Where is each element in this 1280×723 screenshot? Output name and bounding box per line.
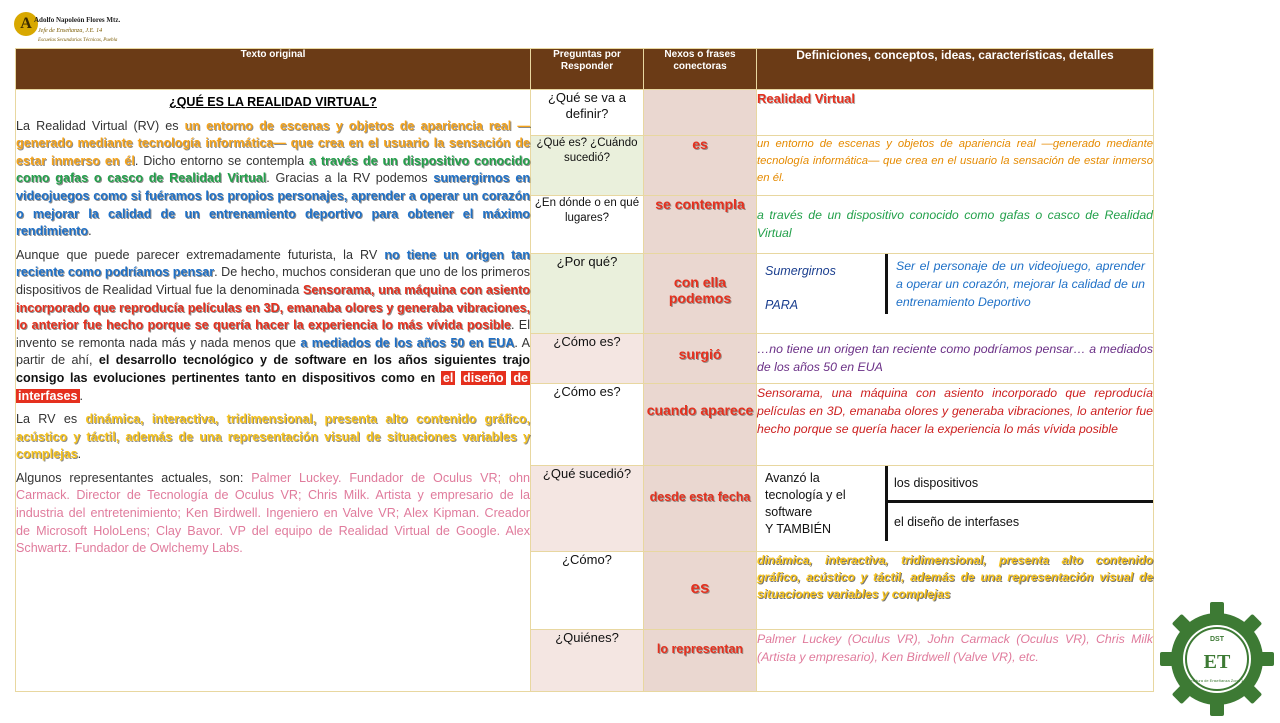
question-cell: ¿Por qué? [531,254,644,334]
definition-interfaces: el diseño de interfases [894,515,1020,529]
header-original-text: Texto original [16,49,531,90]
gear-seal-icon [1158,600,1276,718]
paragraph-3: La RV es dinámica, interactiva, tridimensional, presenta alto contenido gráfico, acústico y táctil, además de una representación visual de situaciones variables y complejas. [16,412,530,462]
original-text-cell [16,90,531,692]
question-cell: ¿Qué se va a definir? [531,90,644,136]
paragraph-1: La Realidad Virtual (RV) es un entorno de escenas y objetos de apariencia real —generado mediante tecnología informática— que crea en el usuario la sensación de estar inmerso en él. Dicho entorno se contempla a través de un dispositivo conocido como gafas o casco de Realidad Virtual. Gracias a la RV podemos sumergirnos en videojuegos como si fuéramos los propios personajes, aprender a operar un corazón o mejorar la calidad de un entrenamiento deportivo para obtener el máximo rendimiento. [16,118,531,239]
question-cell: ¿Qué sucedió? [531,466,644,552]
definition-cell: un entorno de escenas y objetos de apariencia real —generado mediante tecnología informática— que crea en el usuario la sensación de estar inmerso en él. [757,136,1154,196]
connector-cell: desde esta fecha [644,466,757,552]
question-cell: ¿Cómo? [531,552,644,630]
definition-cell [757,466,1154,552]
question-cell: ¿Cómo es? [531,334,644,384]
question-cell: ¿Quiénes? [531,630,644,692]
header-questions: Preguntas por Responder [531,49,644,90]
definition-cell: Realidad Virtual [757,90,1154,136]
definition-also: Y TAMBIÉN [765,522,831,536]
definition-verb: Sumergirnos [765,264,836,278]
definition-cell: a través de un dispositivo conocido como gafas o casco de Realidad Virtual [757,196,1154,254]
connector-cell: lo representan [644,630,757,692]
question-cell: ¿Qué es? ¿Cuándo sucedió? [531,136,644,196]
original-title: ¿QUÉ ES LA REALIDAD VIRTUAL? [169,95,377,109]
table-header [16,49,1154,90]
definition-cell: Sensorama, una máquina con asiento incorporado que reproducía películas en 3D, emanaba olores y generaba vibraciones, lo anterior fue hecho porque se quería hacer la experiencia lo más vívida posible [757,384,1154,466]
logo-initial: A [14,12,38,36]
logo-author-name: Adolfo Napoleón Flores Mtz. [34,16,121,24]
school-seal [1158,600,1276,718]
definition-cell: …no tiene un origen tan reciente como podríamos pensar… a mediados de los años 50 en EUA [757,334,1154,384]
header-definitions: Definiciones, conceptos, ideas, características, detalles [757,49,1154,90]
definition-cell: Palmer Luckey (Oculus VR), John Carmack (Oculus VR), Chris Milk (Artista y empresario), Ken Birdwell (Valve VR), etc. [757,630,1154,692]
seal-subtitle: Jefatura de Enseñanza Zona 14 [1188,678,1246,683]
connector-cell: es [644,136,757,196]
question-cell: ¿Cómo es? [531,384,644,466]
question-cell: ¿En dónde o en qué lugares? [531,196,644,254]
definition-devices: los dispositivos [888,466,1153,503]
definition-cell [757,254,1154,334]
connector-cell: se contempla [644,196,757,254]
seal-label: DST [1210,636,1224,643]
definition-advance: Avanzó la tecnología y el software [765,471,846,519]
logo-role: Jefe de Enseñanza, J.E. 14 [38,28,103,34]
connector-cell: con ella podemos [644,254,757,334]
definition-cell: dinámica, interactiva, tridimensional, presenta alto contenido gráfico, acústico y táctil, además de una representación visual de situaciones variables y complejas [757,552,1154,630]
connector-cell: cuando aparece [644,384,757,466]
connector-cell: surgió [644,334,757,384]
paragraph-4: Algunos representantes actuales, son: Palmer Luckey. Fundador de Oculus VR; ohn Carmack. Director de Tecnología de Oculus VR; Chris Milk. Artista y empresario de la industria del entretenimiento; Ken Birdwell. Ingeniero en Valve VR; Alex Kipman. Creador de Microsoft HoloLens; Clay Bavor. VP del equipo de Realidad Virtual de Google. Alex Schwartz. Fundador de Owlchemy Labs. [16,470,530,556]
author-logo [14,12,121,46]
definition-detail: Ser el personaje de un videojuego, aprender a operar un corazón, mejorar la calidad de un entrenamiento Deportivo [885,254,1153,314]
connector-cell: es [644,552,757,630]
logo-institution: Escuelas Secundarias Técnicas, Puebla [38,38,118,43]
connector-cell [644,90,757,136]
header-connectors: Nexos o frases conectoras [644,49,757,90]
analysis-table [15,48,1154,692]
definition-purpose: PARA [765,298,799,312]
paragraph-2: Aunque que puede parecer extremadamente futurista, la RV no tiene un origen tan reciente como podríamos pensar. De hecho, muchos consideran que uno de los primeros dispositivos de Realidad Virtual fue la denominada Sensorama, una máquina con asiento incorporado que reproducía películas en 3D, emanaba olores y generaba vibraciones, lo anterior fue hecho porque se quería hacer la experiencia lo más vívida posible. El invento se remonta nada más y nada menos que a mediados de los años 50 en EUA. A partir de ahí, el desarrollo tecnológico y de software en los años siguientes trajo consigo las evoluciones pertinentes tanto en dispositivos como en el diseño de interfases . [16,247,531,403]
svg-text:ET: ET [1203,651,1231,673]
